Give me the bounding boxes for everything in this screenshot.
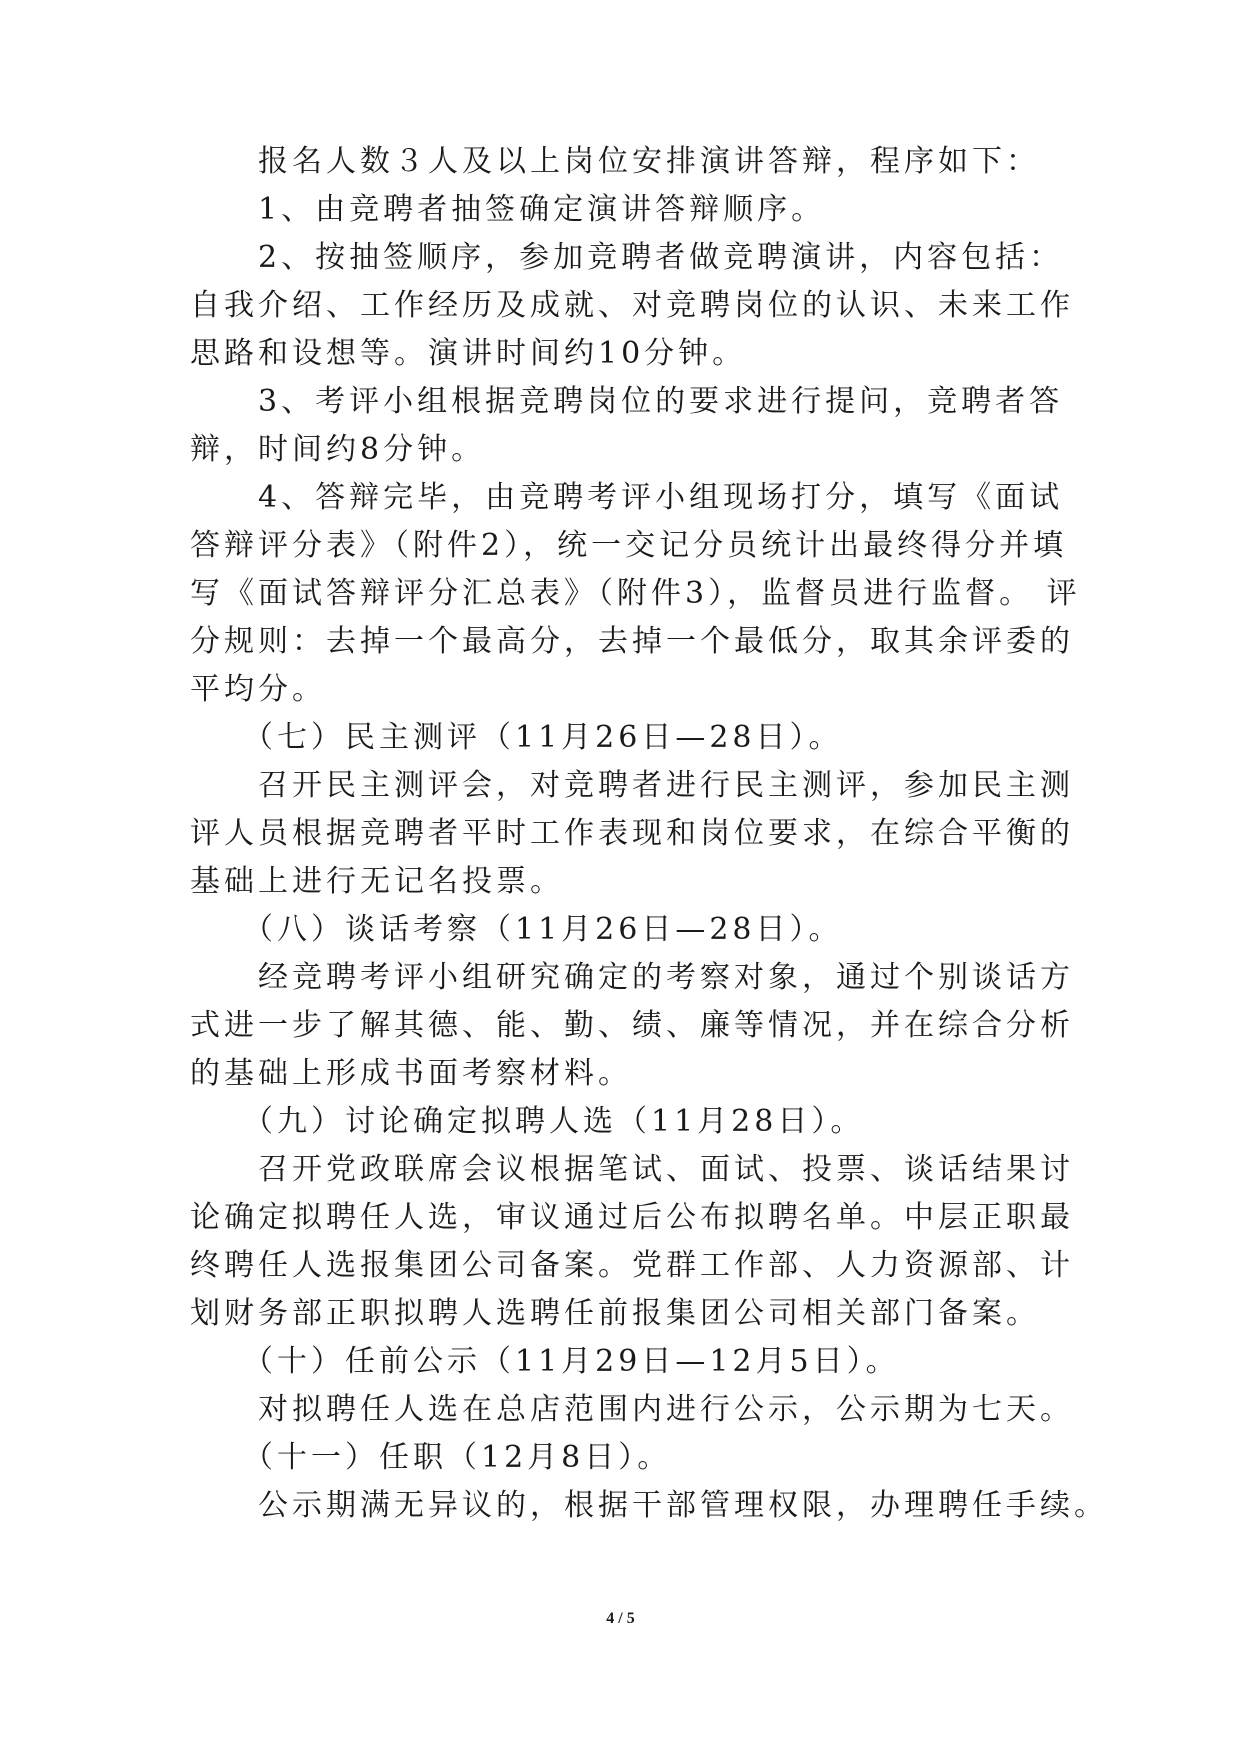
page-number: 4 / 5 (606, 1610, 635, 1627)
paragraph-line: 对拟聘任人选在总店范围内进行公示，公示期为七天。 (190, 1392, 1074, 1427)
paragraph-line: 4、答辩完毕，由竞聘考评小组现场打分，填写《面试 (190, 480, 1064, 515)
section-heading: （十一）任职（12月8日）。 (190, 1440, 672, 1475)
paragraph-line: 分规则：去掉一个最高分，去掉一个最低分，取其余评委的 (190, 624, 1074, 659)
paragraph-line: 划财务部正职拟聘人选聘任前报集团公司相关部门备案。 (190, 1296, 1040, 1331)
section-heading: （九）讨论确定拟聘人选（11月28日）。 (190, 1104, 865, 1139)
paragraph-line: 公示期满无异议的，根据干部管理权限，办理聘任手续。 (190, 1488, 1108, 1523)
paragraph-line: 自我介绍、工作经历及成就、对竞聘岗位的认识、未来工作 (190, 288, 1074, 323)
paragraph-line: 3、考评小组根据竞聘岗位的要求进行提问，竞聘者答 (190, 384, 1064, 419)
paragraph-line: 报名人数３人及以上岗位安排演讲答辩，程序如下： (190, 144, 1040, 179)
paragraph-line: 论确定拟聘任人选，审议通过后公布拟聘名单。中层正职最 (190, 1200, 1074, 1235)
section-heading: （八）谈话考察（11月26日—28日）。 (190, 912, 843, 947)
paragraph-line: 辩，时间约8分钟。 (190, 432, 486, 467)
paragraph-line: 式进一步了解其德、能、勤、绩、廉等情况，并在综合分析 (190, 1008, 1074, 1043)
paragraph-line: 思路和设想等。演讲时间约10分钟。 (190, 336, 747, 371)
paragraph-line: 基础上进行无记名投票。 (190, 864, 564, 899)
paragraph-line: 经竞聘考评小组研究确定的考察对象，通过个别谈话方 (190, 960, 1074, 995)
paragraph-line: 平均分。 (190, 672, 326, 707)
paragraph-line: 的基础上形成书面考察材料。 (190, 1056, 632, 1091)
paragraph-line: 召开党政联席会议根据笔试、面试、投票、谈话结果讨 (190, 1152, 1074, 1187)
section-heading: （十）任前公示（11月29日—12月5日）。 (190, 1344, 900, 1379)
paragraph-line: 终聘任人选报集团公司备案。党群工作部、人力资源部、计 (190, 1248, 1074, 1283)
section-heading: （七）民主测评（11月26日—28日）。 (190, 720, 843, 755)
paragraph-line: 答辩评分表》（附件2），统一交记分员统计出最终得分并填 (190, 528, 1068, 563)
paragraph-line: 评人员根据竞聘者平时工作表现和岗位要求，在综合平衡的 (190, 816, 1074, 851)
paragraph-line: 1、由竞聘者抽签确定演讲答辩顺序。 (190, 192, 826, 227)
paragraph-line: 写《面试答辩评分汇总表》（附件3），监督员进行监督。 评 (190, 576, 1081, 611)
paragraph-line: 召开民主测评会，对竞聘者进行民主测评，参加民主测 (190, 768, 1074, 803)
paragraph-line: 2、按抽签顺序，参加竞聘者做竞聘演讲，内容包括： (190, 240, 1064, 275)
